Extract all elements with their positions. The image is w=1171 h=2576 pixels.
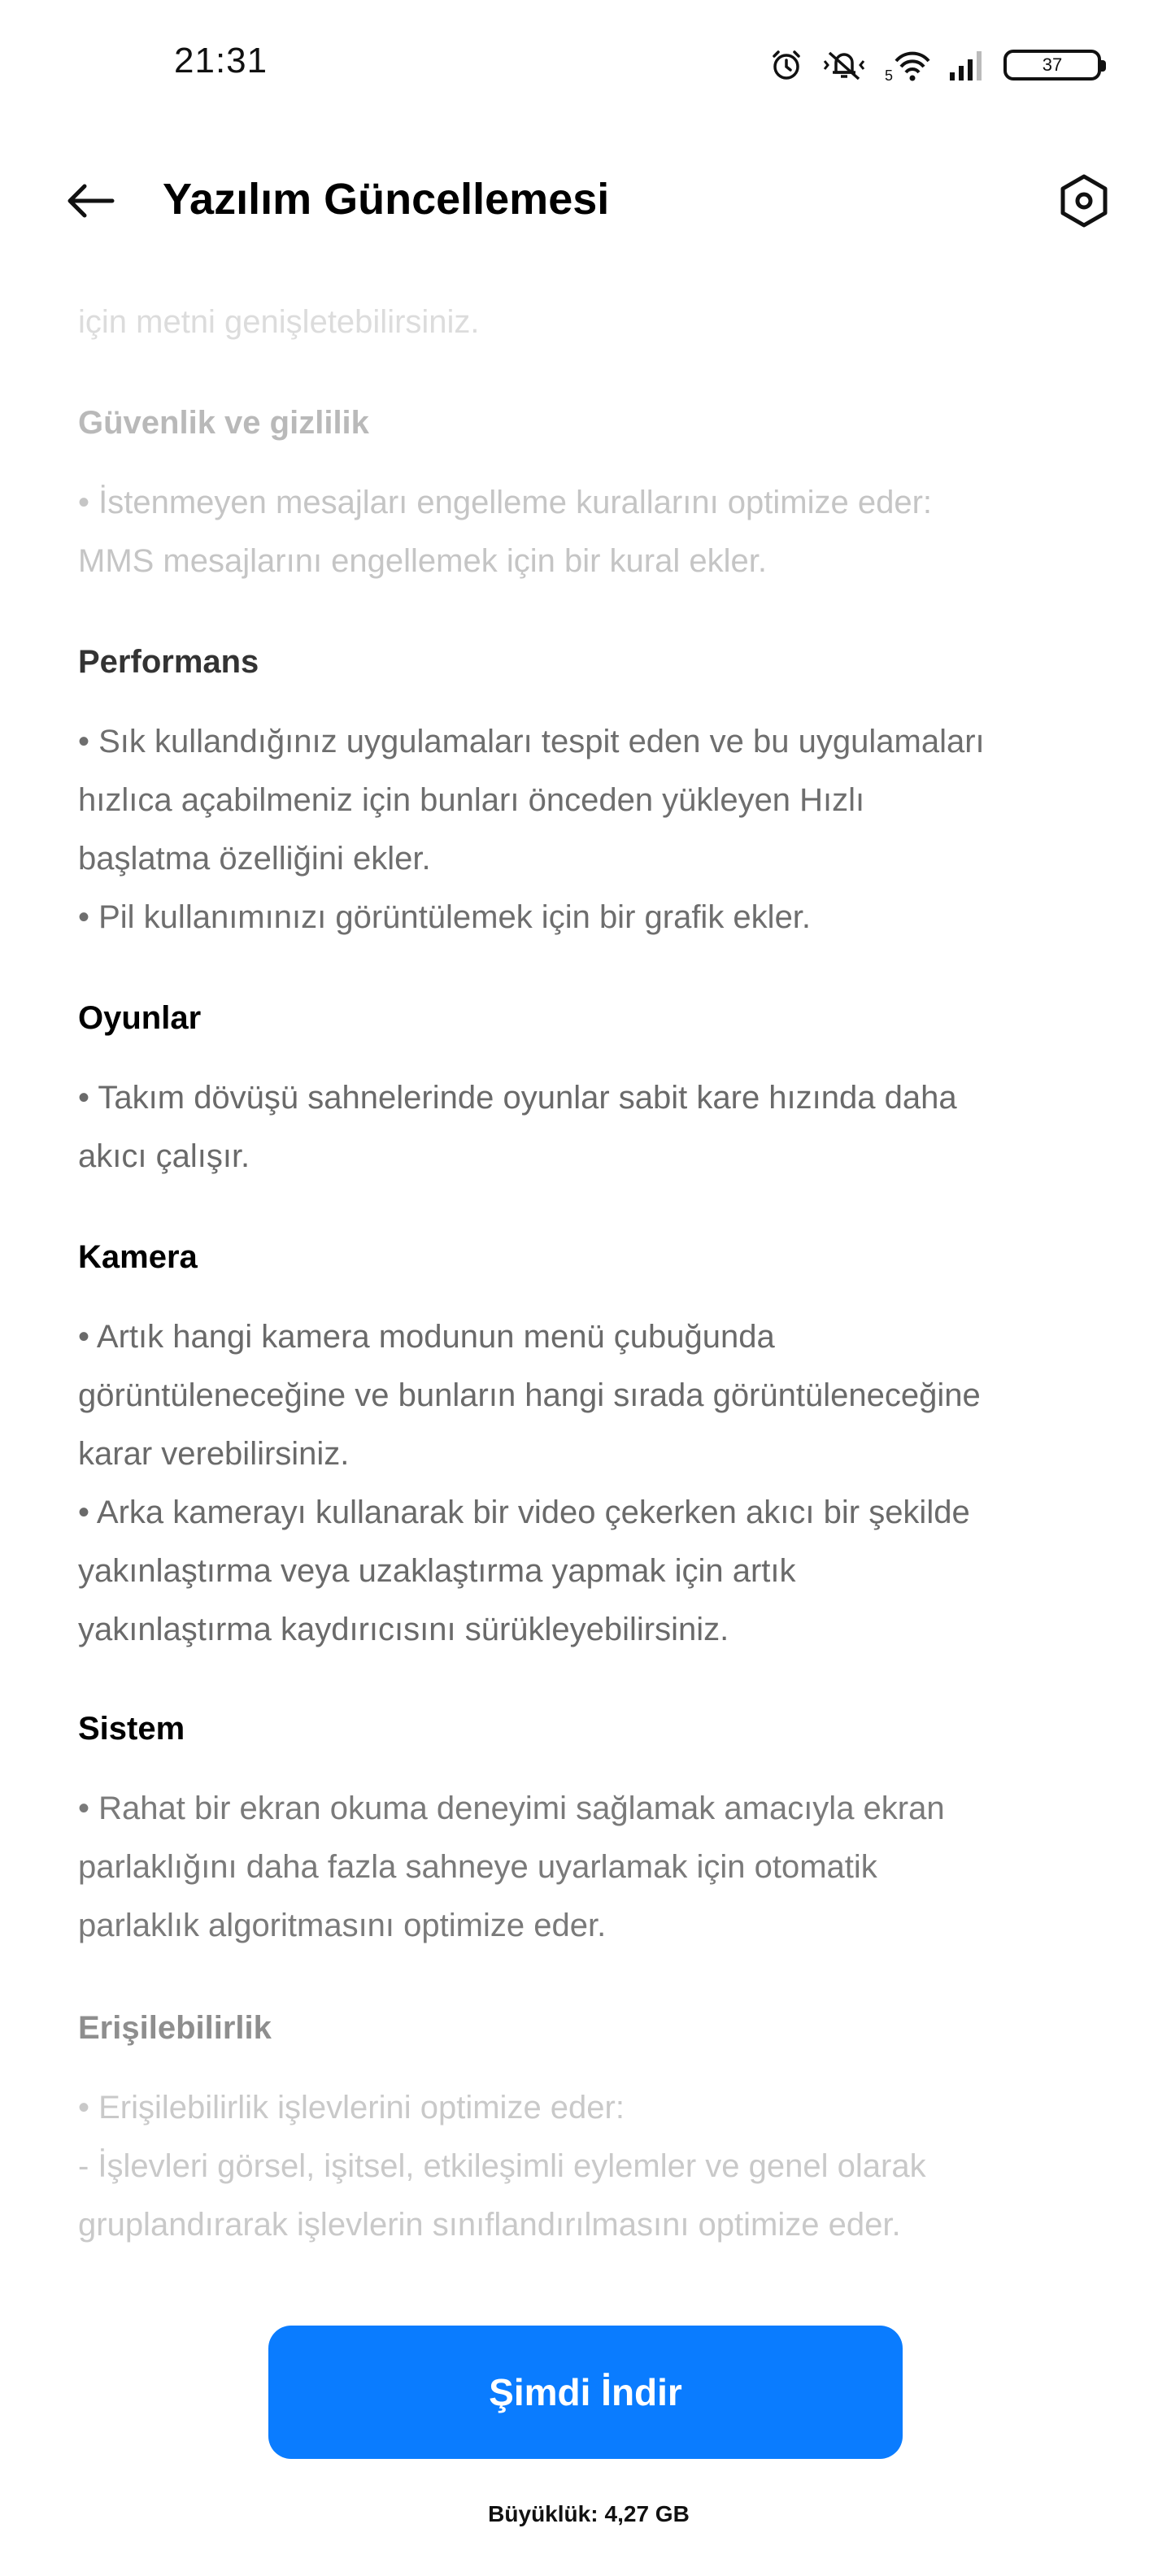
section-body: • Takım dövüşü sahnelerinde oyunlar sabit kare hızında daha akıcı çalışır.: [78, 1080, 957, 1174]
section-body: • Artık hangi kamera modunun menü çubuğunda görüntüleneceğine ve bunların hangi sırada görüntüleneceğine karar verebilirsiniz. • Arka kamerayı kullanarak bir video çekerken akıcı bir şekilde yakınlaştırma veya uzaklaştırma yapmak için artık yakınlaştırma kaydırıcısını sürükleyebilirsiniz.: [78, 1319, 981, 1647]
wifi-5g-icon: [885, 48, 930, 82]
gear-icon: [1058, 173, 1110, 228]
section-sistem: [78, 1704, 1103, 1955]
section-heading: Kamera: [78, 1239, 198, 1275]
page-title: Yazılım Güncellemesi: [163, 175, 610, 224]
download-footer: [0, 2261, 1171, 2576]
status-time: 21:31: [174, 41, 268, 80]
network-label: 5: [885, 67, 894, 82]
arrow-left-icon: [65, 183, 115, 219]
back-button[interactable]: [62, 172, 119, 229]
section-body: • Rahat bir ekran okuma deneyimi sağlamak amacıyla ekran parlaklığını daha fazla sahneye uyarlamak için otomatik parlaklık algoritmasını optimize eder.: [78, 1791, 945, 1943]
section-performans: [78, 637, 1103, 946]
size-value: 4,27 GB: [604, 2501, 690, 2526]
alarm-icon: [769, 48, 803, 82]
download-now-button[interactable]: Şimdi İndir: [268, 2326, 903, 2459]
signal-icon: [948, 48, 986, 82]
section-kamera: [78, 1233, 1103, 1659]
section-body: • İstenmeyen mesajları engelleme kurallarını optimize eder: MMS mesajlarını engellemek için bir kural ekler.: [78, 485, 933, 579]
vibrate-mute-icon: [821, 48, 867, 82]
section-heading: Güvenlik ve gizlilik: [78, 405, 369, 441]
size-label: Büyüklük:: [488, 2501, 599, 2526]
status-icons: [769, 46, 1101, 85]
section-heading: Oyunlar: [78, 1000, 202, 1036]
section-heading: Performans: [78, 644, 259, 680]
update-size: [0, 2501, 1171, 2527]
battery-icon: [1003, 50, 1101, 80]
section-erisilebilirlik: [78, 2004, 1103, 2254]
status-bar: [0, 0, 1171, 130]
section-heading: Sistem: [78, 1711, 185, 1747]
battery-level: 37: [1042, 54, 1063, 75]
section-body: • Erişilebilirlik işlevlerini optimize eder: - İşlevleri görsel, işitsel, etkileşimli eylemler ve genel olarak gruplandırarak işlevlerin sınıflandırılmasını optimize eder.: [78, 2090, 926, 2243]
settings-button[interactable]: [1054, 171, 1114, 231]
section-oyunlar: [78, 994, 1103, 1186]
faded-text-line: için metni genişletebilirsiniz.: [78, 304, 480, 340]
section-heading: Erişilebilirlik: [78, 2010, 272, 2046]
release-notes-scroll[interactable]: [0, 276, 1171, 2261]
app-header: [0, 146, 1171, 252]
section-body: • Sık kullandığınız uygulamaları tespit eden ve bu uygulamaları hızlıca açabilmeniz için bunları önceden yükleyen Hızlı başlatma özelliğini ekler. • Pil kullanımınızı görüntülemek için bir grafik ekler.: [78, 724, 985, 935]
section-guvenlik: [78, 398, 1103, 590]
